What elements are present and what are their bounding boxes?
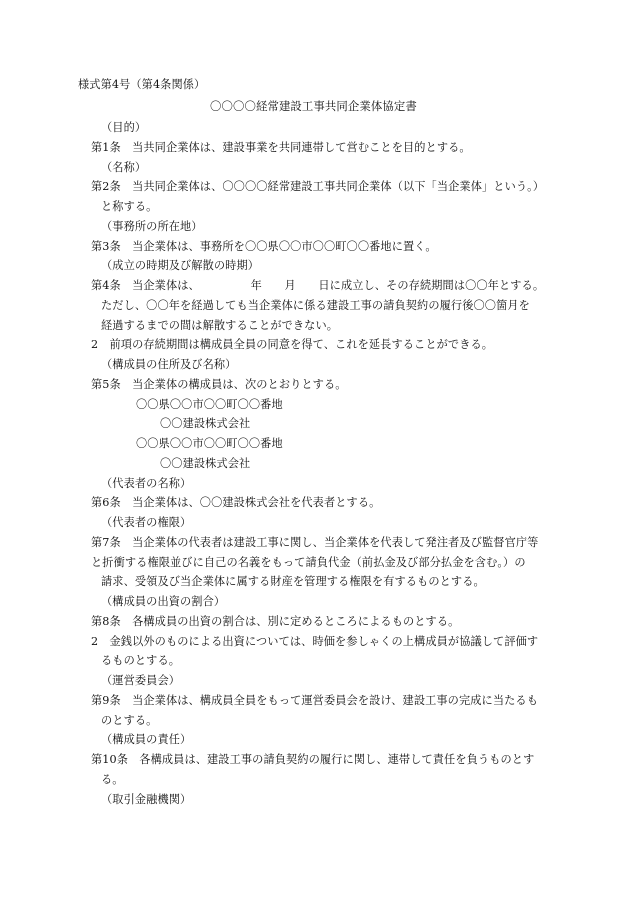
section-heading: （目的） [101,121,147,134]
section-heading: （構成員の責任） [101,733,192,747]
paragraph-line: 2 前項の存続期間は構成員全員の同意を得て、これを延長することができる。 [91,338,494,352]
member-address: 〇〇県〇〇市〇〇町〇〇番地 [136,437,283,450]
document-title: 〇〇〇〇経常建設工事共同企業体協定書 [210,99,417,113]
section-heading: （事務所の所在地） [101,219,203,233]
article-line: 第5条 当企業体の構成員は、次のとおりとする。 [91,377,347,391]
article-line: 第6条 当企業体は、〇〇建設株式会社を代表者とする。 [91,496,381,510]
section-heading: （取引金融機関） [101,792,192,806]
continuation-line: 経過するまでの間は解散することができない。 [101,318,339,332]
article-line: 第3条 当企業体は、事務所を〇〇県〇〇市〇〇町〇〇番地に置く。 [91,239,437,253]
article-line: 第9条 当企業体は、構成員全員をもって運営委員会を設け、建設工事の完成に当たるも [91,693,538,707]
section-heading: （構成員の住所及び名称） [101,358,237,371]
form-label: 様式第4号（第4条関係） [78,78,206,91]
article-line: 第7条 当企業体の代表者は建設工事に関し、当企業体を代表して発注者及び監督官庁等 [91,535,539,549]
continuation-line: ただし、〇〇年を経過しても当企業体に係る建設工事の請負契約の履行後〇〇箇月を [101,298,530,312]
continuation-line: る。 [101,772,124,786]
paragraph-line: 2 金銭以外のものによる出資については、時価を参しゃくの上構成員が協議して評価す [91,634,539,648]
section-heading: （代表者の名称） [101,476,192,490]
member-company: 〇〇建設株式会社 [160,417,251,431]
continuation-line: るものとする。 [101,654,181,668]
article-line: 第1条 当共同企業体は、建設事業を共同連帯して営むことを目的とする。 [91,140,471,154]
continuation-line: 請求、受領及び当企業体に属する財産を管理する権限を有するものとする。 [101,575,485,589]
article-line: 第10条 各構成員は、建設工事の請負契約の履行に関し、連帯して責任を負うものとす [91,753,535,766]
member-company: 〇〇建設株式会社 [160,456,251,470]
continuation-line: と称する。 [101,200,158,213]
section-heading: （代表者の権限） [101,516,192,529]
section-heading: （構成員の出資の割合） [101,595,226,608]
continuation-line: のとする。 [101,713,158,727]
article-line: 第2条 当共同企業体は、〇〇〇〇経常建設工事共同企業体（以下「当企業体」という。） [91,180,545,194]
article-line: 第8条 各構成員の出資の割合は、別に定めるところによるものとする。 [91,614,460,628]
section-heading: （成立の時期及び解散の時期） [101,259,260,273]
continuation-line: と折衝する権限並びに自己の名義をもって請負代金（前払金及び部分払金を含む。）の [91,555,526,569]
article-line: 第4条 当企業体は、 年 月 日に成立し、その存続期間は〇〇年とする。 [91,279,545,292]
member-address: 〇〇県〇〇市〇〇町〇〇番地 [136,397,283,411]
section-heading: （名称） [101,160,147,174]
section-heading: （運営委員会） [101,674,181,687]
